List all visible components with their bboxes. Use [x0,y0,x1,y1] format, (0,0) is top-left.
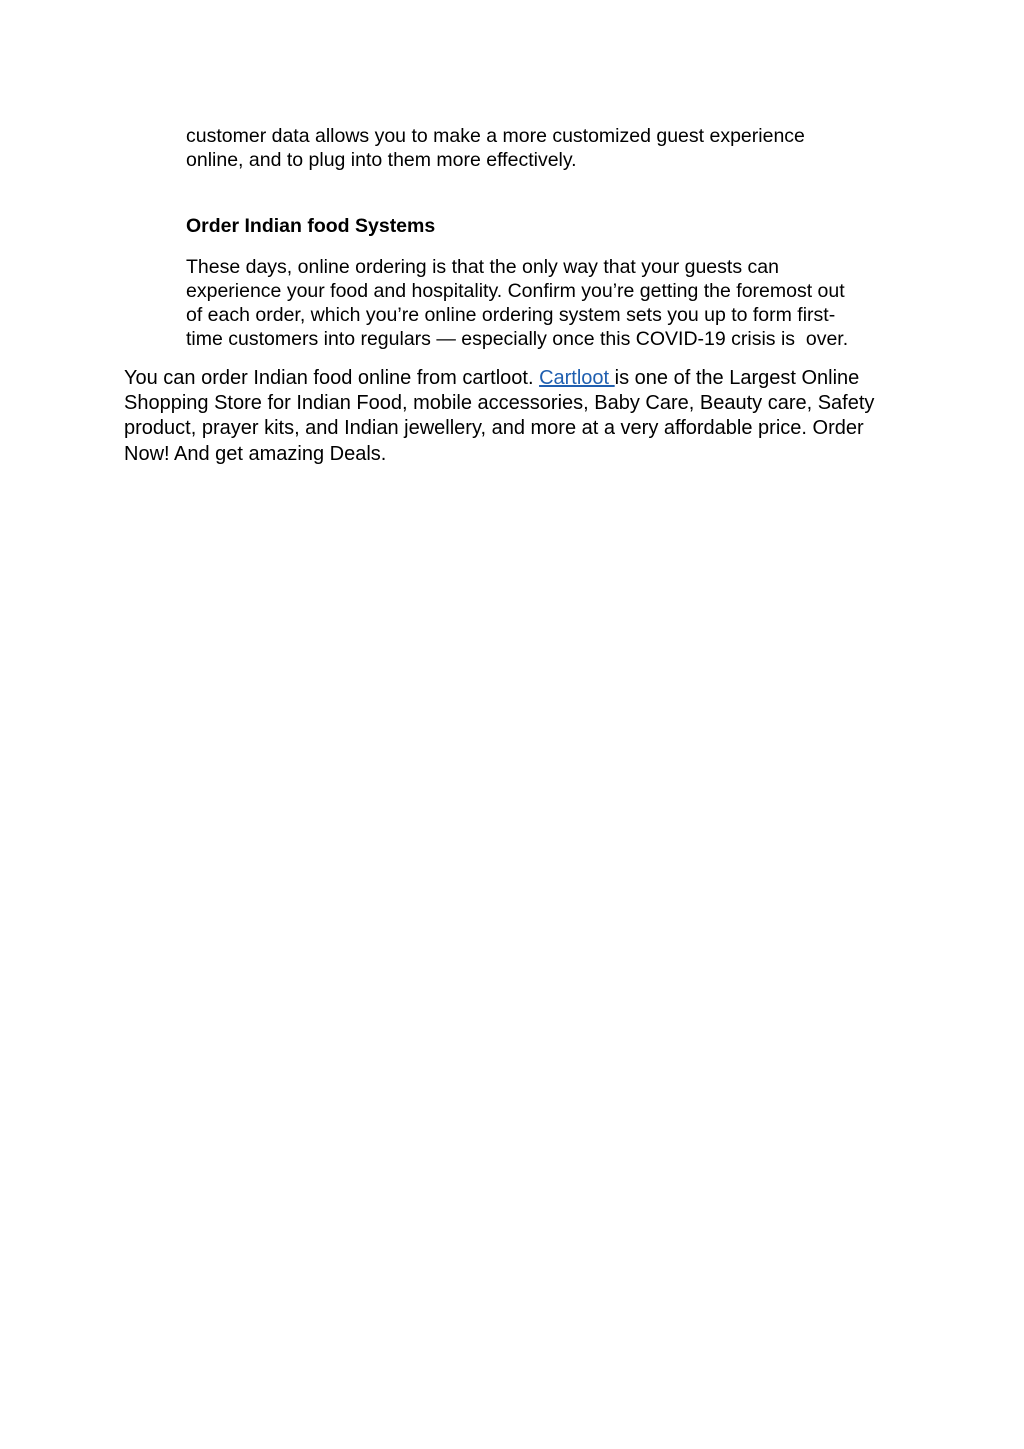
section-line-4: time customers into regulars — especially once this COVID-19 crisis is over. [186,328,849,350]
closing-line-2: Shopping Store for Indian Food, mobile accessories, Baby Care, Beauty care, Safety [124,392,875,414]
closing-line-1-start: You can order Indian food online from cartloot. [124,367,540,389]
closing-line-4: Now! And get amazing Deals. [124,443,387,465]
section-line-3: of each order, which you’re online ordering system sets you up to form first- [186,304,836,326]
intro-line-2: online, and to plug into them more effectively. [186,149,577,171]
intro-line-1: customer data allows you to make a more customized guest experience [186,125,805,147]
cartloot-link[interactable]: Cartloot [539,367,615,389]
closing-line-1-end: is one of the Largest Online [614,367,860,389]
section-line-2: experience your food and hospitality. Confirm you’re getting the foremost out [186,280,845,302]
section-heading: Order Indian food Systems [186,215,436,237]
closing-line-3: product, prayer kits, and Indian jewellery, and more at a very affordable price. Order [124,417,864,439]
section-line-1: These days, online ordering is that the only way that your guests can [186,256,779,278]
closing-line-1 [124,366,859,390]
